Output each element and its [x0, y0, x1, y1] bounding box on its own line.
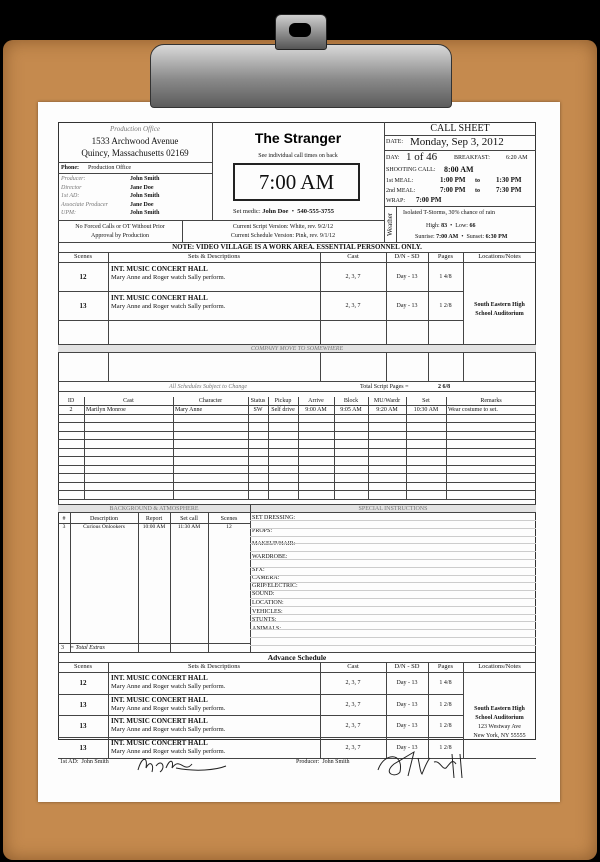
scenes-header: D/N - SD — [394, 253, 420, 260]
wrap-label: WRAP: — [386, 198, 406, 204]
rule — [108, 353, 109, 381]
rule — [208, 513, 209, 652]
rule — [250, 528, 536, 529]
advance-pages: 1 2/8 — [439, 701, 452, 708]
meal2-to-word: to — [475, 188, 480, 194]
rule — [386, 662, 387, 758]
rule — [250, 590, 536, 591]
rule — [108, 252, 109, 344]
scene-number: 12 — [79, 273, 87, 281]
advance-scene: 13 — [79, 722, 87, 730]
cast-cell-arrive: 9:00 AM — [305, 407, 327, 413]
rule — [463, 252, 464, 344]
meal1-to: 1:30 PM — [496, 176, 522, 184]
cast-header: Arrive — [308, 398, 324, 404]
advance-cast: 2, 3, 7 — [345, 701, 361, 708]
rule — [250, 582, 536, 583]
all-schedules-note: All Schedules Subject to Change — [169, 384, 247, 390]
advance-header: Cast — [347, 663, 359, 670]
advance-header: D/N - SD — [394, 663, 420, 670]
call-sheet-paper — [38, 102, 560, 802]
advance-header: Locations/Notes — [478, 663, 521, 670]
scene-cast: 2, 3, 7 — [345, 303, 361, 309]
weather-desc: Isolated T-Storms, 30% chance of rain — [403, 210, 495, 216]
crew-name: John Smith — [130, 210, 160, 216]
meal2-to: 7:30 PM — [496, 186, 522, 194]
shooting-label: SHOOTING CALL: — [386, 167, 436, 173]
date-label: DATE: — [386, 139, 403, 145]
cast-cell-pickup: Self drive — [271, 407, 295, 413]
cast-header: Character — [198, 398, 223, 404]
rule — [84, 397, 85, 499]
rule — [250, 567, 536, 568]
special-item: PROPS: — [252, 528, 273, 534]
cast-cell-remarks: Wear costume to set. — [448, 407, 498, 413]
breakfast-label: BREAKFAST: — [454, 155, 490, 161]
rule — [463, 353, 464, 381]
company-move: COMPANY MOVE TO SOMEWHERE — [250, 346, 344, 352]
advance-pages: 1 2/8 — [439, 723, 452, 729]
video-village-note: NOTE: VIDEO VILLAGE IS A WORK AREA. ESSENTIAL PERSONNEL ONLY. — [172, 243, 422, 251]
meal2-from: 7:00 PM — [440, 186, 466, 194]
rule — [58, 422, 536, 423]
rule — [58, 643, 250, 644]
special-item: STUNTS: — [252, 617, 277, 623]
total-extras-label: = Total Extras — [70, 645, 105, 651]
rule — [320, 662, 321, 758]
scene-set: INT. MUSIC CONCERT HALL — [111, 294, 208, 302]
rule — [463, 662, 464, 758]
breakfast-time: 6:20 AM — [506, 155, 528, 161]
rule — [428, 662, 429, 758]
producer-signature — [374, 748, 466, 780]
rule — [58, 456, 536, 457]
bg-header: Set call — [180, 516, 198, 522]
special-item: SFX: — [252, 567, 265, 573]
rule — [58, 291, 463, 292]
advance-desc: Mary Anne and Roger watch Sally perform. — [111, 704, 226, 712]
footer-producer: Producer: John Smith — [296, 759, 350, 765]
advance-dn: Day - 13 — [396, 744, 418, 751]
crew-role: Director — [61, 184, 82, 191]
bg-cell-num: 3 — [62, 524, 66, 530]
cast-cell-mu: 9:20 AM — [376, 407, 398, 413]
rule — [58, 465, 536, 466]
rule — [250, 520, 536, 521]
cast-cell-character: Mary Anne — [175, 407, 203, 413]
rule — [250, 575, 536, 576]
scene-pages: 1 4/8 — [439, 274, 452, 280]
rule — [428, 353, 429, 381]
rule — [250, 543, 536, 544]
crew-name: John Smith — [130, 193, 160, 199]
advance-set: INT. MUSIC CONCERT HALL — [111, 738, 208, 747]
advance-loc-line1: South Eastern High — [474, 706, 525, 712]
rule — [58, 672, 536, 673]
total-pages-label: Total Script Pages = — [360, 384, 409, 390]
rule — [58, 320, 463, 321]
footer-ad: 1st AD: John Smith — [60, 759, 109, 765]
scene-pages: 1 2/8 — [439, 303, 452, 309]
rule — [320, 252, 321, 344]
rule — [334, 397, 335, 499]
rule — [250, 536, 536, 537]
bg-header: # — [62, 516, 66, 522]
total-pages-value: 2 6/8 — [438, 384, 451, 390]
cast-cell-cast: Marilyn Monroe — [86, 407, 126, 413]
rule — [58, 414, 536, 415]
cast-cell-id: 2 — [69, 407, 73, 413]
rule — [170, 513, 171, 652]
rule — [446, 397, 447, 499]
rule — [58, 499, 536, 500]
rule — [58, 405, 536, 406]
scenes-header: Cast — [347, 253, 359, 260]
scenes-header: Sets & Descriptions — [188, 253, 240, 260]
advance-set: INT. MUSIC CONCERT HALL — [111, 695, 208, 704]
scene-set: INT. MUSIC CONCERT HALL — [111, 265, 208, 273]
scene-desc: Mary Anne and Roger watch Sally perform. — [111, 303, 226, 310]
rule — [248, 397, 249, 499]
rule — [250, 645, 536, 646]
script-version: Current Script Version: White, rev. 9/2/12 — [232, 224, 334, 230]
scene-dn: Day - 13 — [396, 303, 418, 309]
ad-signature — [136, 754, 228, 776]
rule — [386, 252, 387, 344]
scene-desc: Mary Anne and Roger watch Sally perform. — [111, 274, 226, 281]
cast-header: Status — [250, 398, 266, 404]
advance-scene: 13 — [79, 743, 87, 752]
cast-header: ID — [67, 398, 75, 404]
advance-dn: Day - 13 — [396, 680, 418, 686]
advance-loc-line4: New York, NY 55555 — [473, 733, 526, 739]
rule — [58, 490, 536, 491]
crew-name: Jane Doe — [130, 201, 154, 208]
bg-title: BACKGROUND & ATMOSPHERE — [109, 506, 199, 512]
rule — [58, 439, 536, 440]
scene-location-line2: School Auditorium — [475, 311, 524, 317]
cast-cell-block: 9:05 AM — [340, 407, 362, 413]
scene-location-line1: South Eastern High — [474, 302, 525, 308]
bg-cell-desc: Curious Onlookers — [83, 524, 125, 530]
office-label: Production Office — [109, 125, 161, 133]
advance-pages: 1 4/8 — [439, 680, 452, 686]
rule — [250, 621, 536, 622]
rule — [58, 715, 463, 716]
call-sheet-heading: CALL SHEET — [430, 123, 490, 134]
medic-line: Set medic: John Doe • 540-555-3755 — [233, 208, 335, 215]
crew-name: Jane Doe — [130, 184, 154, 191]
advance-loc-line3: 123 Westway Ave — [478, 724, 521, 730]
bg-header: Report — [145, 516, 163, 522]
cast-cell-set: 10:30 AM — [413, 407, 439, 413]
rule — [138, 513, 139, 652]
scene-cast: 2, 3, 7 — [345, 274, 361, 280]
rule — [58, 737, 463, 738]
special-item: SOUND: — [252, 591, 275, 597]
special-item: VEHICLES: — [252, 609, 283, 615]
rule — [173, 397, 174, 499]
advance-loc-line2: School Auditorium — [475, 715, 524, 721]
advance-pages: 1 2/8 — [439, 744, 452, 751]
rule — [298, 397, 299, 499]
cast-header: Block — [343, 398, 359, 404]
special-item: ANIMALS: — [252, 626, 282, 632]
bg-cell-report: 10:00 AM — [142, 524, 166, 530]
address-line2: Quincy, Massachusetts 02169 — [81, 148, 189, 158]
rule — [250, 551, 536, 552]
cast-header: Pickup — [274, 398, 292, 404]
crew-role: 1st AD: — [61, 193, 80, 199]
crew-role: Associate Producer — [61, 201, 108, 208]
rule — [406, 397, 407, 499]
production-title: The Stranger — [254, 130, 342, 146]
forced-calls-line1: No Forced Calls or OT Without Prior — [75, 224, 165, 230]
rule — [58, 482, 536, 483]
phone-label: Phone: — [61, 165, 79, 171]
rule — [386, 353, 387, 381]
rule — [58, 473, 536, 474]
advance-header: Pages — [437, 663, 454, 670]
meal1-label: 1st MEAL: — [386, 178, 414, 184]
rule — [320, 353, 321, 381]
call-sheet — [58, 122, 536, 787]
special-item: GRIP/ELECTRIC: — [252, 583, 298, 589]
rule — [268, 397, 269, 499]
shooting-time: 8:00 AM — [444, 165, 474, 174]
advance-desc: Mary Anne and Roger watch Sally perform. — [111, 683, 226, 690]
cast-cell-status: SW — [253, 407, 263, 413]
advance-dn: Day - 13 — [396, 701, 418, 708]
bg-cell-setcall: 11:30 AM — [177, 524, 201, 530]
total-extras-num: 3 — [61, 645, 64, 651]
advance-title: Advance Schedule — [267, 653, 327, 662]
advance-set: INT. MUSIC CONCERT HALL — [111, 674, 208, 682]
advance-header: Scenes — [73, 663, 93, 670]
rule — [58, 662, 536, 663]
rule — [58, 431, 536, 432]
rule — [250, 559, 536, 560]
scene-dn: Day - 13 — [396, 274, 418, 280]
high-low: High: 83 • Low: 66 — [426, 223, 476, 229]
date-value: Monday, Sep 3, 2012 — [410, 136, 504, 148]
scenes-header: Locations/Notes — [478, 253, 521, 260]
advance-cast: 2, 3, 7 — [345, 744, 361, 751]
advance-desc: Mary Anne and Roger watch Sally perform. — [111, 747, 226, 755]
bg-header: Scenes — [220, 516, 238, 522]
cast-header: Cast — [123, 398, 134, 404]
rule — [250, 598, 536, 599]
rule — [250, 606, 536, 607]
rule — [58, 381, 536, 382]
advance-scene: 13 — [79, 700, 87, 709]
clipboard-clip — [150, 44, 452, 108]
day-value: 1 of 46 — [406, 151, 438, 163]
cast-header: Remarks — [480, 398, 502, 404]
clip-ring — [275, 14, 327, 50]
rule — [70, 513, 71, 652]
advance-header: Sets & Descriptions — [188, 663, 240, 670]
meal1-to-word: to — [475, 178, 480, 184]
advance-scene: 12 — [79, 679, 87, 687]
meal2-label: 2nd MEAL: — [386, 188, 416, 194]
advance-set: INT. MUSIC CONCERT HALL — [111, 717, 208, 725]
rule — [58, 694, 463, 695]
rule — [250, 637, 536, 638]
rule — [368, 397, 369, 499]
rule — [428, 252, 429, 344]
rule — [250, 629, 536, 630]
special-item: LOCATION: — [252, 600, 284, 606]
phone-value: Production Office — [88, 165, 132, 171]
schedule-version: Current Schedule Version: Pink, rev. 9/1/12 — [230, 233, 336, 239]
cast-header: Set — [422, 398, 430, 404]
special-item: CAMERA: — [252, 575, 280, 581]
sun-times: Sunrise: 7:00 AM • Sunset: 6:30 PM — [415, 234, 508, 240]
rule — [58, 448, 536, 449]
crew-role: UPM: — [61, 210, 76, 216]
rule — [58, 262, 536, 263]
rule — [250, 614, 536, 615]
rule — [108, 662, 109, 758]
crew-role: Producer: — [61, 176, 86, 182]
cast-header: MU/Wardr — [373, 398, 401, 404]
forced-calls-line2: Approval by Production — [91, 233, 149, 239]
special-item: WARDROBE: — [252, 554, 288, 560]
advance-desc: Mary Anne and Roger watch Sally perform. — [111, 726, 226, 733]
day-label: DAY: — [386, 155, 400, 161]
special-item: SET DRESSING: — [252, 515, 296, 521]
bg-header: Description — [90, 516, 118, 522]
call-note: See individual call times on back — [258, 153, 338, 159]
bg-cell-scenes: 12 — [226, 524, 232, 530]
scenes-header: Pages — [437, 253, 454, 260]
scene-number: 13 — [79, 302, 87, 310]
address-line1: 1533 Archwood Avenue — [91, 136, 179, 146]
scenes-header: Scenes — [73, 253, 93, 260]
advance-cast: 2, 3, 7 — [345, 723, 361, 729]
call-time: 7:00 AM — [258, 170, 335, 194]
crew-name: John Smith — [130, 176, 160, 182]
wrap-time: 7:00 PM — [416, 196, 442, 204]
rule — [58, 391, 536, 392]
advance-dn: Day - 13 — [396, 723, 418, 729]
weather-label: Weather — [386, 212, 394, 236]
advance-cast: 2, 3, 7 — [345, 680, 361, 686]
meal1-from: 1:00 PM — [440, 176, 466, 184]
special-title: SPECIAL INSTRUCTIONS — [358, 506, 428, 512]
special-item: MAKEUP/HAIR: — [252, 541, 296, 547]
